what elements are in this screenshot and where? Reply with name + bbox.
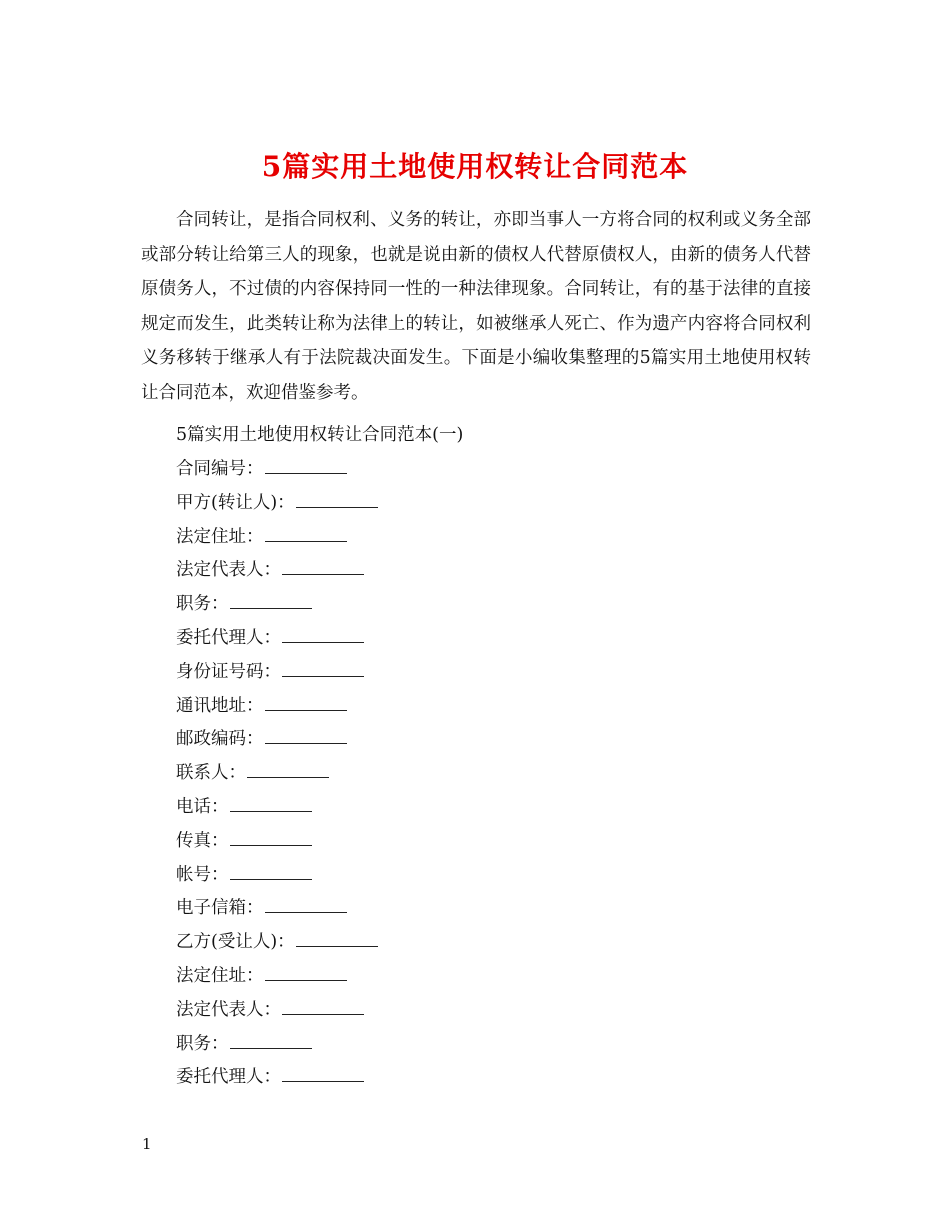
blank-line: [282, 556, 364, 575]
blank-line: [282, 1063, 364, 1082]
field-contact-person: [176, 759, 378, 793]
field-label: 邮政编码：: [176, 729, 264, 750]
field-label: 法定住址：: [176, 965, 264, 986]
blank-line: [230, 590, 312, 609]
field-label: 通讯地址：: [176, 695, 264, 716]
blank-line: [230, 1030, 312, 1049]
field-legal-address-b: [176, 962, 378, 996]
blank-line: [265, 455, 347, 474]
blank-line: [230, 793, 312, 812]
field-account-number: [176, 861, 378, 895]
field-label: 职务：: [176, 594, 229, 615]
field-email: [176, 894, 378, 928]
blank-line: [230, 827, 312, 846]
field-label: 合同编号：: [176, 459, 264, 479]
blank-line: [296, 489, 378, 508]
blank-line: [265, 962, 347, 981]
field-label: 电子信箱：: [176, 898, 264, 919]
field-party-a: [176, 489, 378, 523]
contract-field-list: [176, 455, 378, 1097]
blank-line: [247, 759, 329, 778]
blank-line: [282, 996, 364, 1015]
field-position: [176, 590, 378, 624]
field-label: 甲方(转让人)：: [176, 492, 295, 513]
field-label: 法定住址：: [176, 526, 264, 547]
field-authorized-agent-b: [176, 1063, 378, 1097]
document-title: 5篇实用土地使用权转让合同范本: [261, 149, 689, 183]
field-label: 职务：: [176, 1033, 229, 1054]
field-label: 法定代表人：: [176, 999, 281, 1020]
blank-line: [230, 861, 312, 880]
field-label: 乙方(受让人)：: [176, 932, 295, 953]
field-label: 电话：: [176, 796, 229, 817]
field-position-b: [176, 1030, 378, 1064]
page-number: 1: [142, 1135, 152, 1153]
blank-line: [282, 658, 364, 677]
field-legal-address: [176, 523, 378, 557]
field-label: 帐号：: [176, 864, 229, 885]
field-postal-code: [176, 725, 378, 759]
field-label: 委托代理人：: [176, 1067, 281, 1088]
blank-line: [265, 894, 347, 913]
field-authorized-agent: [176, 624, 378, 658]
blank-line: [265, 692, 347, 711]
blank-line: [265, 523, 347, 542]
field-label: 传真：: [176, 830, 229, 851]
blank-line: [282, 624, 364, 643]
field-party-b: [176, 928, 378, 962]
intro-paragraph: 合同转让，是指合同权利、义务的转让，亦即当事人一方将合同的权利或义务全部或部分转让给第三人的现象，也就是说由新的债权人代替原债权人，由新的债务人代替原债务人，不过债的内容保持同一性的一种法律现象。合同转让，有的基于法律的直接规定而发生，此类转让称为法律上的转让，如被继承人死亡、作为遗产内容将合同权利义务移转于继承人有于法院裁决面发生。下面是小编收集整理的5篇实用土地使用权转让合同范本，欢迎借鉴参考。: [141, 210, 811, 403]
field-label: 联系人：: [176, 763, 246, 784]
section-title: 5篇实用土地使用权转让合同范本(一): [176, 425, 464, 445]
field-legal-representative: [176, 556, 378, 590]
field-contract-number: [176, 455, 378, 489]
field-phone: [176, 793, 378, 827]
field-id-number: [176, 658, 378, 692]
field-label: 身份证号码：: [176, 661, 281, 682]
blank-line: [296, 928, 378, 947]
field-mailing-address: [176, 692, 378, 726]
blank-line: [265, 725, 347, 744]
field-label: 法定代表人：: [176, 560, 281, 581]
field-fax: [176, 827, 378, 861]
field-label: 委托代理人：: [176, 627, 281, 648]
field-legal-representative-b: [176, 996, 378, 1030]
